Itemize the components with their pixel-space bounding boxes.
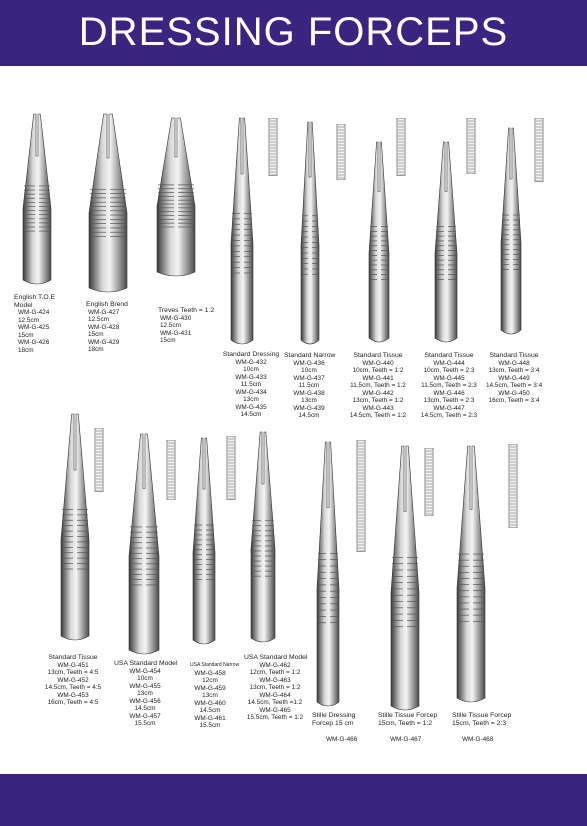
product-size: 10cm, Teeth = 2:3 (423, 367, 475, 374)
tip-detail-image (508, 444, 518, 528)
header-banner (0, 0, 587, 66)
product-caption (14, 294, 55, 354)
product-size: 15cm (18, 331, 34, 339)
product-size: 13cm (301, 397, 317, 404)
product-caption (114, 660, 176, 728)
product-caption (284, 352, 334, 420)
product-code: WM-G-461 (194, 714, 226, 722)
product-name: Standard Tissue (489, 352, 539, 359)
product-size: 15.5cm, Teeth = 1:2 (246, 714, 304, 721)
product-code: WM-G-428 (88, 323, 120, 331)
product-name: Stille Tissue Forcep (452, 712, 512, 719)
product-caption (244, 654, 306, 722)
tip-detail-image (166, 440, 176, 500)
product-name: USA Standard Model (244, 654, 308, 661)
tip-detail-image (356, 440, 366, 552)
product-code: WM-G-437 (293, 374, 325, 382)
product-size: 15cm (160, 337, 176, 344)
product-size: 11.5cm (298, 382, 320, 389)
product-size: 14.5cm (298, 412, 320, 419)
product-code: WM-G-440 (362, 359, 394, 367)
forceps-image (22, 112, 52, 288)
product-name: USA Standard Model (114, 660, 178, 667)
product-code: WM-G-454 (129, 667, 161, 675)
forceps-image (60, 412, 90, 644)
tip-detail-image (424, 448, 434, 516)
product-code: WM-G-449 (498, 374, 530, 382)
product-code: WM-G-424 (18, 309, 50, 316)
product-size: 13cm, Teeth = 1:2 (249, 684, 301, 691)
forceps-image (192, 436, 216, 648)
product-code: WM-G-460 (194, 699, 226, 707)
product-size: 13cm (243, 396, 259, 403)
product-size: 10cm (301, 367, 317, 374)
product-caption (486, 352, 542, 405)
product-name: 15cm, Teeth = 2:3 (452, 719, 507, 727)
forceps-image (500, 126, 522, 338)
product-code: WM-G-453 (57, 691, 89, 699)
product-size: 11.5cm (240, 381, 262, 388)
product-code: WM-G-425 (18, 324, 50, 331)
tip-detail-image (268, 118, 278, 176)
product-code: WM-G-455 (129, 682, 161, 690)
product-code: WM-G-441 (362, 374, 394, 382)
product-name: Stille Tissue Forcep (378, 712, 438, 719)
product-name: Treves Teeth = 1:2 (158, 307, 215, 314)
product-size: 12.5cm (18, 316, 39, 324)
product-code: WM-G-458 (194, 669, 226, 677)
product-code: WM-G-447 (433, 404, 465, 412)
product-caption (158, 307, 214, 345)
product-name: 15cm, Teeth = 1:2 (378, 719, 433, 727)
product-code: WM-G-432 (235, 358, 267, 366)
product-code: WM-G-465 (259, 706, 291, 714)
tip-detail-image (466, 118, 476, 174)
product-size: 13cm, Teeth = 1:2 (352, 397, 404, 404)
product-size: 18cm (88, 346, 104, 353)
product-code: WM-G-436 (293, 359, 325, 367)
forceps-image (156, 116, 196, 280)
product-size: 14.5cm (134, 705, 156, 712)
tip-detail-image (94, 428, 104, 492)
product-code: WM-G-451 (57, 661, 89, 669)
product-size: 14.5cm, Teeth =1:2 (247, 699, 303, 706)
product-name: Standard Tissue (353, 352, 403, 359)
product-size: 16cm, Teeth = 3:4 (488, 397, 540, 404)
product-code: WM-G-467 (390, 736, 422, 743)
product-caption (420, 352, 478, 420)
product-name: English B/end (86, 301, 128, 308)
product-size: 12.5cm (160, 322, 181, 329)
tip-detail-image (396, 118, 406, 176)
product-name: Standard Narrow (284, 352, 336, 359)
product-size: 14.5cm (199, 707, 221, 714)
product-code: WM-G-462 (259, 661, 291, 669)
product-size: 14.5cm, Teeth = 3:4 (486, 382, 543, 389)
product-caption (348, 352, 408, 420)
product-size: 13cm, Teeth = 2:3 (423, 397, 475, 404)
product-code: WM-G-450 (498, 389, 530, 397)
product-size: 18cm (18, 346, 34, 354)
product-caption (312, 712, 355, 727)
product-name: Standard Tissue (424, 352, 474, 359)
product-size: 14.5cm, Teeth = 1:2 (349, 412, 407, 419)
tip-detail-image (226, 436, 236, 500)
product-code: WM-G-427 (88, 308, 120, 316)
product-size: 10cm, Teeth = 1:2 (352, 367, 404, 374)
product-caption (378, 712, 437, 727)
product-name: USA Standard Narrow (190, 662, 240, 668)
product-code: WM-G-446 (433, 389, 465, 397)
product-name: Stille Dressing (312, 712, 356, 719)
product-name: Model (14, 301, 33, 309)
product-size: 10cm (137, 675, 153, 682)
product-code: WM-G-468 (462, 736, 494, 743)
forceps-image (456, 444, 486, 706)
product-code: WM-G-459 (194, 684, 226, 692)
product-code: WM-G-426 (18, 339, 50, 346)
forceps-image (434, 140, 458, 346)
product-caption (86, 301, 128, 354)
product-caption (222, 351, 280, 419)
product-name: Forcep 15 cm (312, 719, 354, 727)
product-size: 15cm (88, 331, 104, 338)
product-code: WM-G-433 (235, 373, 267, 381)
product-code: WM-G-464 (259, 691, 291, 699)
product-size: 10cm (243, 366, 259, 373)
product-code: WM-G-445 (433, 374, 465, 382)
product-code: WM-G-429 (88, 338, 120, 346)
footer-banner (0, 774, 587, 826)
product-code: WM-G-439 (293, 404, 325, 412)
page-title: DRESSING FORCEPS (78, 10, 509, 54)
product-caption (190, 662, 240, 730)
forceps-image (316, 440, 340, 710)
tip-detail-image (336, 124, 346, 180)
product-code: WM-G-457 (129, 712, 161, 720)
forceps-image (250, 430, 276, 646)
tip-detail-image (534, 118, 544, 182)
product-size: 13cm (137, 690, 153, 697)
product-size: 15.5cm (134, 720, 156, 727)
product-size: 14.5cm (240, 411, 262, 418)
forceps-image (368, 140, 390, 346)
product-caption (44, 654, 102, 707)
product-size: 11.5cm, Teeth = 2:3 (421, 382, 477, 389)
product-size: 12cm (202, 677, 218, 684)
forceps-image (300, 120, 320, 348)
product-size: 13cm, Teeth = 4:5 (47, 669, 99, 676)
product-code: WM-G-443 (362, 404, 394, 412)
product-size: 12.5cm (88, 316, 109, 323)
product-size: 13cm, Teeth = 3:4 (488, 367, 540, 374)
product-size: 16cm, Teeth = 4:5 (47, 699, 99, 706)
product-size: 14.5cm, Teeth = 4:5 (44, 684, 102, 691)
product-code: WM-G-456 (129, 697, 161, 705)
product-name: English T.O.E (14, 294, 56, 301)
product-code: WM-G-444 (433, 359, 465, 367)
product-code: WM-G-430 (160, 314, 192, 322)
product-code: WM-G-438 (293, 389, 325, 397)
product-name: Standard Dressing (222, 351, 280, 358)
product-size: 12cm, Teeth = 1:2 (249, 669, 301, 676)
forceps-image (128, 432, 160, 658)
product-code: WM-G-463 (259, 676, 291, 684)
product-caption (452, 712, 511, 727)
product-size: 14.5cm, Teeth = 2:3 (420, 412, 478, 419)
product-name: Standard Tissue (48, 654, 98, 661)
product-code: WM-G-442 (362, 389, 394, 397)
product-code: WM-G-452 (57, 676, 89, 684)
product-size: 11.5cm, Teeth = 1:2 (350, 382, 406, 389)
forceps-image (390, 444, 420, 714)
product-code: WM-G-435 (235, 403, 267, 411)
product-code: WM-G-434 (235, 388, 267, 396)
product-code: WM-G-431 (160, 329, 192, 337)
forceps-image (88, 112, 128, 296)
forceps-image (230, 116, 254, 348)
product-code: WM-G-466 (326, 736, 358, 743)
product-size: 15.5cm (199, 722, 221, 729)
product-size: 13cm (202, 692, 218, 699)
product-code: WM-G-448 (498, 359, 530, 367)
